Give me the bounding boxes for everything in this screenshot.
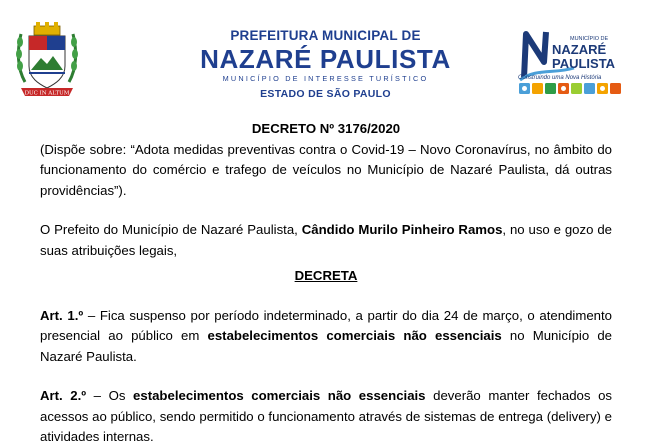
- article-1-bold-text: estabelecimentos comerciais não essenciais: [207, 328, 502, 343]
- crest-motto: DUC IN ALTUM: [24, 90, 70, 97]
- mayor-name: Cândido Murilo Pinheiro Ramos: [301, 222, 503, 237]
- decree-body: [40, 119, 612, 448]
- article-2-bold-text: estabelecimentos comerciais não essenciais: [133, 388, 426, 403]
- state-line: ESTADO DE SÃO PAULO: [260, 88, 391, 100]
- article-2-label: Art. 2.º: [40, 388, 87, 403]
- logo-small-text: MUNICÍPIO DE: [570, 36, 609, 42]
- logo-tagline: Construindo uma Nova História: [518, 75, 602, 81]
- preamble-text-after: , no uso e gozo de suas atribuições legais,: [40, 222, 612, 258]
- article-2: [40, 386, 612, 448]
- logo-name-line2: PAULISTA: [552, 56, 616, 71]
- article-1: [40, 306, 612, 368]
- logo-name-line1: NAZARÉ: [552, 42, 607, 57]
- article-2-text-after: deverão manter fechados os acessos ao público, sendo permitido o funcionamento através de sistemas de entrega (delivery) e atividades internas.: [40, 388, 612, 444]
- letterhead: [0, 0, 651, 110]
- decree-summary: (Dispõe sobre: “Adota medidas preventivas contra o Covid-19 – Novo Coronavírus, no âmbito do funcionamento do comércio e trafego de veículos no Município de Nazaré Paulista, dá outras providências”).: [40, 141, 612, 198]
- article-1-text-before: – Fica suspenso por período indeterminado, a partir do dia 24 de março, o atendimento presencial ao público em: [40, 307, 612, 343]
- preamble-paragraph: [40, 220, 612, 261]
- article-1-label: Art. 1.º: [40, 307, 84, 323]
- article-2-text-before: – Os: [86, 388, 134, 403]
- prefeitura-heading: PREFEITURA MUNICIPAL DE: [230, 28, 421, 43]
- city-heading: NAZARÉ PAULISTA: [200, 44, 451, 74]
- tourism-interest-line: MUNICÍPIO DE INTERESSE TURÍSTICO: [222, 74, 429, 83]
- article-1-text-after: no Município de Nazaré Paulista.: [40, 328, 612, 364]
- decree-title: DECRETO Nº 3176/2020: [251, 121, 401, 136]
- logo-tourism-pictograms-icon: [519, 83, 621, 94]
- coat-of-arms-icon: [15, 22, 79, 100]
- preamble-text-before: O Prefeito do Município de Nazaré Paulista,: [40, 222, 302, 237]
- decreta-heading: DECRETA: [294, 268, 358, 283]
- municipal-logo-icon: [516, 28, 634, 98]
